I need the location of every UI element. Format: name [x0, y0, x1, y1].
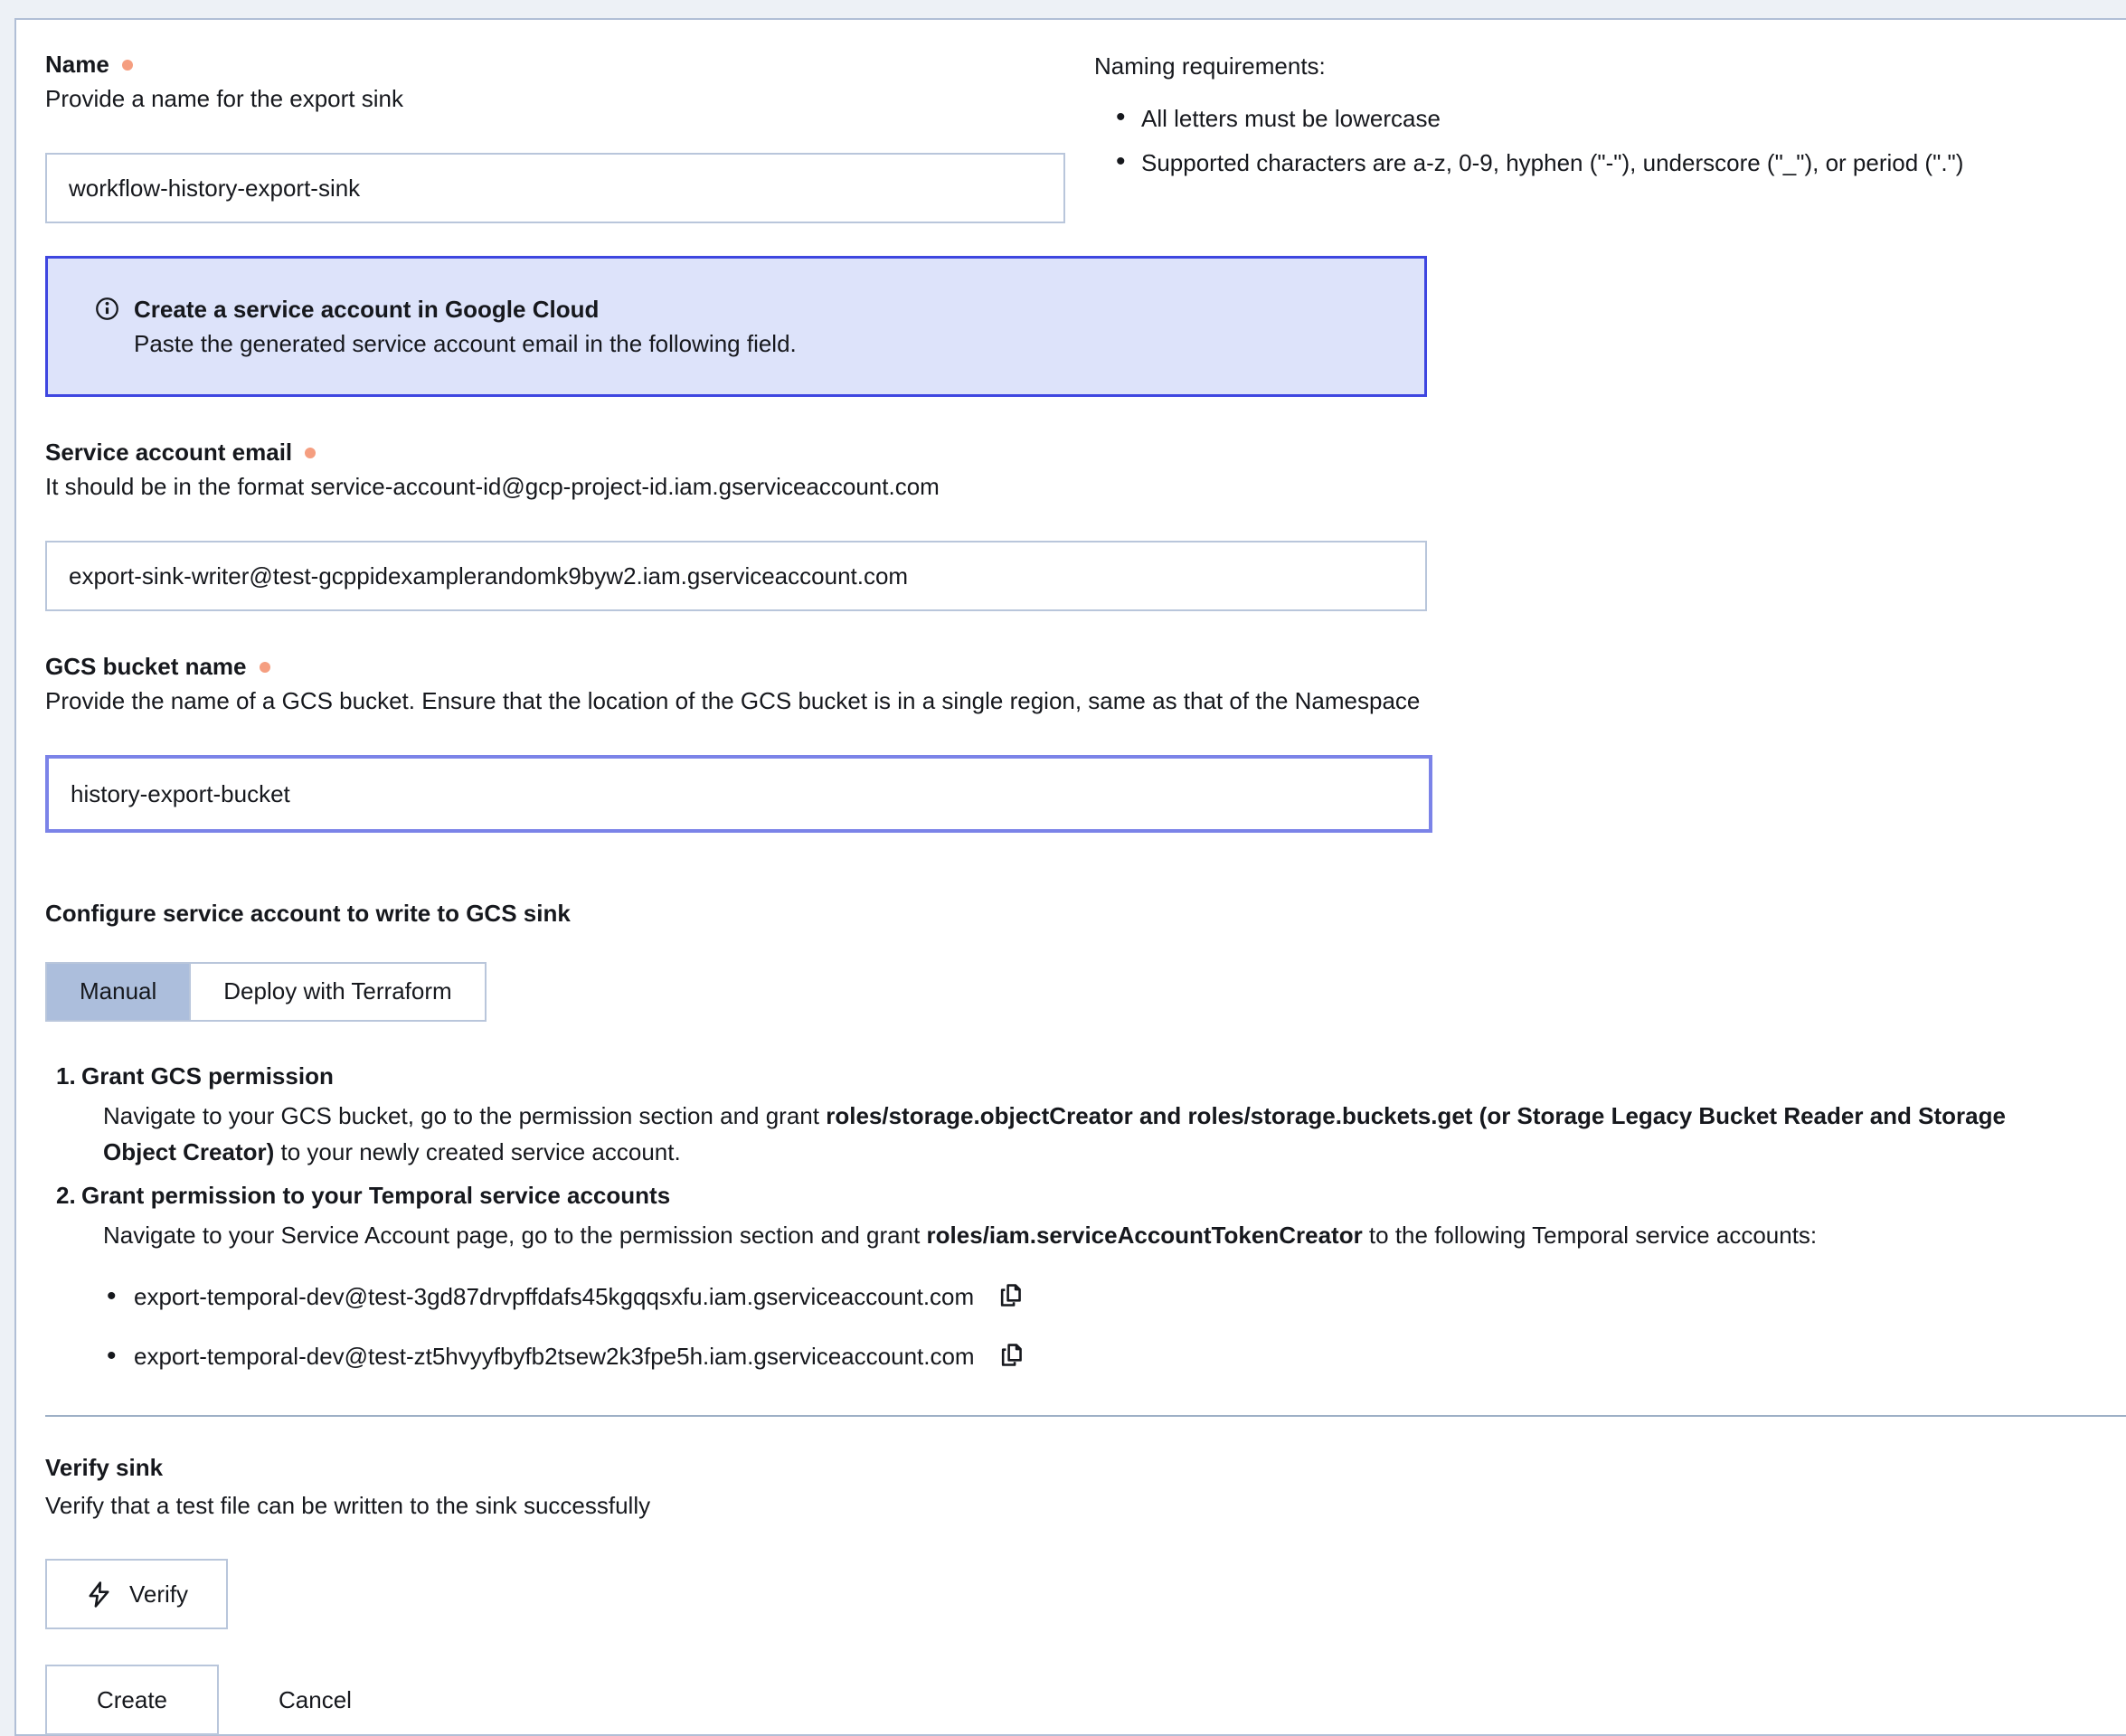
lightning-icon	[85, 1580, 113, 1609]
tab-deploy-with-terraform[interactable]: Deploy with Terraform	[189, 964, 484, 1020]
step-instructions	[103, 1217, 2073, 1253]
service-account-email-field	[45, 438, 2126, 611]
verify-sink-description: Verify that a test file can be written to the sink successfully	[45, 1492, 651, 1519]
copy-button[interactable]	[998, 1341, 1026, 1372]
service-account-email: • export-temporal-dev@test-zt5hvyyfbyfb2tsew2k3fpe5h.iam.gserviceaccount.com	[134, 1343, 975, 1370]
section-divider	[45, 1415, 2126, 1417]
service-account-item	[45, 1280, 2126, 1313]
step-text-roles: roles/storage.objectCreator and roles/storage.buckets.get (or Storage Legacy Bucket Reader and Storage Object Creator)	[103, 1102, 2006, 1165]
naming-requirements-title: Naming requirements:	[1094, 52, 1326, 80]
copy-button[interactable]	[997, 1281, 1025, 1312]
create-button[interactable]	[45, 1665, 219, 1735]
name-and-requirements-row	[45, 50, 2126, 223]
create-button-label: Create	[96, 1685, 168, 1713]
verify-button-label: Verify	[129, 1580, 189, 1608]
service-account-info-banner	[45, 256, 1427, 397]
service-account-email: • export-temporal-dev@test-3gd87drvpffdafs45kgqqsxfu.iam.gserviceaccount.com	[134, 1283, 975, 1310]
step-number: 1.	[56, 1062, 76, 1090]
service-account-description: It should be in the format service-account-id@gcp-project-id.iam.gserviceaccount.com	[45, 473, 940, 500]
form-actions	[45, 1665, 2126, 1735]
cancel-button[interactable]	[279, 1686, 352, 1714]
temporal-service-accounts-list	[45, 1280, 2126, 1373]
service-account-label-row	[45, 438, 2126, 467]
required-dot	[260, 662, 270, 673]
step-text-post: to the following Temporal service accounts:	[1362, 1222, 1818, 1249]
gcs-bucket-description: Provide the name of a GCS bucket. Ensure that the location of the GCS bucket is in a single region, same as that of the Namespace	[45, 687, 1421, 714]
step-number: 2.	[56, 1182, 76, 1209]
gcs-bucket-label: GCS bucket name	[45, 653, 247, 680]
step-instructions	[103, 1098, 2073, 1170]
naming-requirement-item: • All letters must be lowercase	[1114, 104, 2126, 133]
manual-steps	[45, 1060, 2126, 1373]
service-account-item	[45, 1340, 2126, 1373]
service-account-email-input[interactable]	[45, 541, 1427, 611]
step-title: Grant GCS permission	[81, 1062, 334, 1090]
naming-requirements	[1094, 50, 2126, 193]
step-grant-gcs-permission	[45, 1060, 2126, 1170]
step-text-roles: roles/iam.serviceAccountTokenCreator	[926, 1222, 1363, 1249]
gcs-bucket-name-input[interactable]	[45, 755, 1432, 833]
name-field-label-row	[45, 50, 1094, 79]
info-banner-title: Create a service account in Google Cloud	[134, 296, 600, 323]
copy-icon	[998, 1341, 1026, 1372]
sink-name-input[interactable]	[45, 153, 1065, 223]
gcs-bucket-label-row	[45, 652, 2126, 681]
step-text-pre: Navigate to your Service Account page, go to the permission section and grant	[103, 1222, 927, 1249]
cancel-button-label: Cancel	[279, 1685, 352, 1713]
verify-sink-title: Verify sink	[45, 1454, 164, 1481]
naming-requirements-list	[1094, 104, 2126, 177]
required-dot	[305, 448, 316, 458]
step-grant-temporal-permission	[45, 1179, 2126, 1373]
name-field-label: Name	[45, 51, 109, 78]
info-icon	[95, 297, 119, 329]
info-banner-description: Paste the generated service account email in the following field.	[134, 330, 797, 357]
required-dot	[122, 60, 133, 71]
name-field-column	[45, 50, 1094, 223]
copy-icon	[997, 1281, 1025, 1312]
gcs-bucket-field	[45, 652, 2126, 833]
naming-requirement-item: • Supported characters are a-z, 0-9, hyphen ("-"), underscore ("_"), or period (".")	[1114, 148, 2126, 177]
configure-tabs	[45, 962, 487, 1022]
step-title: Grant permission to your Temporal service accounts	[81, 1182, 671, 1209]
configure-section-title: Configure service account to write to GCS sink	[45, 900, 571, 927]
verify-button[interactable]	[45, 1559, 228, 1629]
tab-manual[interactable]: Manual	[47, 964, 189, 1020]
step-text-pre: Navigate to your GCS bucket, go to the permission section and grant	[103, 1102, 827, 1129]
step-text-post: to your newly created service account.	[274, 1138, 681, 1165]
export-sink-form-card	[14, 18, 2126, 1736]
service-account-label: Service account email	[45, 439, 293, 466]
name-field-description: Provide a name for the export sink	[45, 85, 403, 112]
